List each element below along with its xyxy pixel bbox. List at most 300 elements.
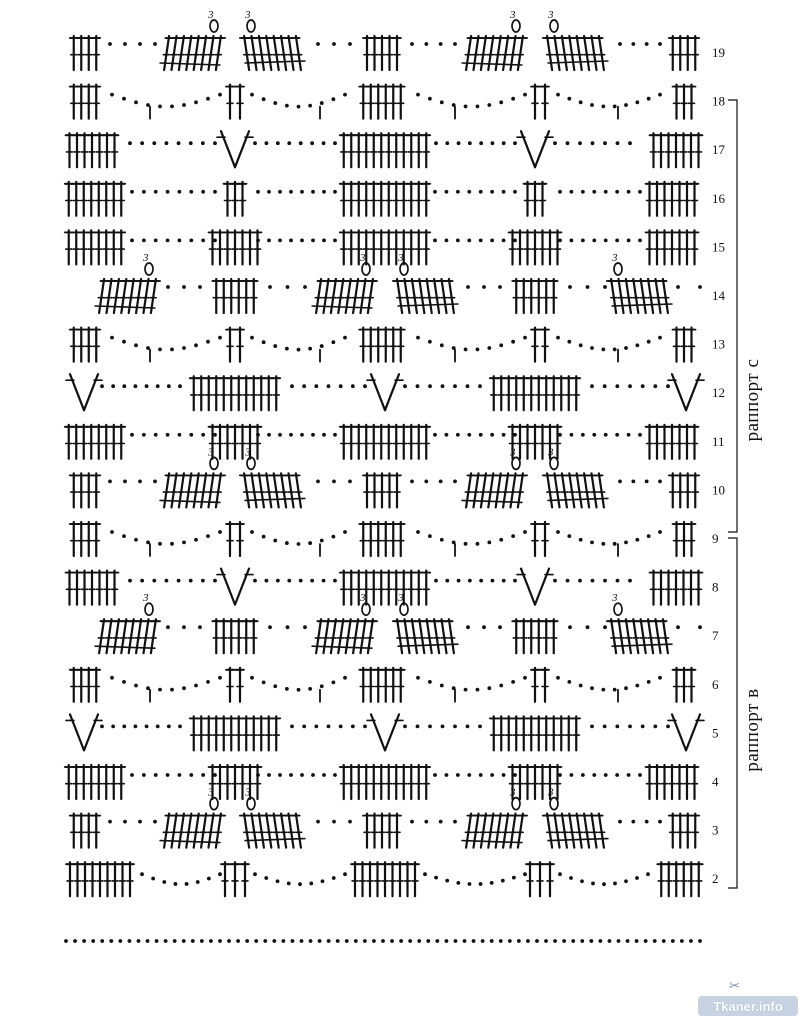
- chain-stitch: [198, 625, 202, 629]
- chain-stitch: [523, 93, 527, 97]
- double-crochet: [331, 619, 336, 653]
- chain-stitch: [122, 384, 126, 388]
- chain-stitch: [267, 773, 271, 777]
- chain-stitch: [490, 190, 494, 194]
- chain-stitch: [343, 336, 347, 340]
- chain-stitch: [146, 939, 150, 943]
- chain-stitch: [566, 141, 570, 145]
- chain-stitch: [479, 579, 483, 583]
- chain-stitch: [194, 343, 198, 347]
- chain-stitch: [635, 538, 639, 542]
- chain-stitch: [134, 725, 138, 729]
- chain-stitch: [267, 190, 271, 194]
- chain-stitch: [586, 285, 590, 289]
- chain-stitch: [142, 433, 146, 437]
- chain-stitch: [153, 480, 157, 484]
- turning-chain-count: 3: [398, 252, 404, 264]
- chain-stitch: [300, 190, 304, 194]
- chain-stitch: [653, 384, 657, 388]
- chain-stitch: [227, 939, 231, 943]
- chain-stitch: [262, 535, 266, 539]
- double-crochet: [252, 473, 257, 507]
- chain-stitch: [218, 530, 222, 534]
- chain-stitch: [256, 239, 260, 243]
- chain-stitch: [487, 540, 491, 544]
- row-number: 11: [712, 433, 725, 449]
- chain-stitch: [218, 872, 222, 876]
- turning-chain-count: 3: [143, 592, 149, 605]
- chain-stitch: [300, 433, 304, 437]
- chain-stitch: [641, 725, 645, 729]
- chain-stitch: [618, 480, 622, 484]
- chain-stitch: [603, 285, 607, 289]
- chain-stitch: [408, 939, 412, 943]
- chain-stitch: [513, 773, 517, 777]
- chain-stitch: [624, 346, 628, 350]
- chain-stitch: [513, 239, 517, 243]
- chain-stitch: [372, 939, 376, 943]
- chain-stitch: [602, 882, 606, 886]
- turning-chain-count: 3: [208, 9, 214, 21]
- row-number: 13: [712, 336, 725, 352]
- chain-stitch: [590, 540, 594, 544]
- chain-stitch: [281, 939, 285, 943]
- double-crochet: [434, 279, 439, 313]
- chain-stitch: [151, 877, 155, 881]
- chain-stitch: [250, 530, 254, 534]
- turning-chain-count: 3: [245, 9, 251, 21]
- chain-stitch: [213, 433, 217, 437]
- chain-stitch: [638, 433, 642, 437]
- double-crochet: [99, 279, 104, 313]
- chain-stitch: [206, 534, 210, 538]
- chain-stitch: [646, 872, 650, 876]
- chain-stitch: [428, 725, 432, 729]
- chain-stitch: [177, 141, 181, 145]
- chain-stitch: [128, 579, 132, 583]
- chain-stitch: [424, 820, 428, 824]
- chain-stitch: [308, 104, 312, 108]
- chain-stitch: [631, 480, 635, 484]
- chain-stitch: [134, 684, 138, 688]
- chain-stitch: [303, 625, 307, 629]
- chain-stitch: [641, 384, 645, 388]
- chain-stitch: [445, 239, 449, 243]
- chain-stitch: [645, 820, 649, 824]
- double-crochet: [592, 814, 597, 848]
- chain-stitch: [464, 348, 468, 352]
- chain-stitch: [320, 684, 324, 688]
- double-crochet: [179, 36, 184, 70]
- chain-stitch: [428, 97, 432, 101]
- chain-stitch: [206, 97, 210, 101]
- chain-stitch: [351, 384, 355, 388]
- chain-stitch: [645, 480, 649, 484]
- turning-chain-count: 3: [208, 446, 214, 459]
- chain-stitch: [617, 939, 621, 943]
- chain-stitch: [467, 190, 471, 194]
- chain-stitch: [207, 877, 211, 881]
- double-crochet: [648, 619, 653, 653]
- chain-stitch: [627, 433, 631, 437]
- chain-stitch: [218, 336, 222, 340]
- row-number: 19: [712, 45, 725, 60]
- shell-base: [245, 61, 305, 63]
- chain-stitch: [434, 876, 438, 880]
- chain-stitch: [487, 346, 491, 350]
- chain-stitch: [82, 939, 86, 943]
- chain-stitch: [615, 239, 619, 243]
- chain-stitch: [273, 344, 277, 348]
- chain-stitch: [658, 336, 662, 340]
- double-crochet: [611, 279, 616, 313]
- double-crochet: [324, 279, 329, 313]
- chain-stitch: [287, 141, 291, 145]
- double-crochet: [474, 473, 479, 507]
- chain-stitch: [416, 725, 420, 729]
- chain-stitch: [287, 579, 291, 583]
- chain-stitch: [322, 141, 326, 145]
- chain-stitch: [111, 384, 115, 388]
- double-crochet: [244, 814, 249, 848]
- chain-stitch: [456, 190, 460, 194]
- turning-chain-count: 3: [398, 592, 404, 605]
- chain-stitch: [166, 239, 170, 243]
- chain-stitch: [333, 773, 337, 777]
- turning-chain-count: 3: [548, 786, 554, 799]
- chain-stitch: [502, 579, 506, 583]
- chain-stitch: [478, 725, 482, 729]
- chain-stitch: [91, 939, 95, 943]
- double-crochet: [266, 36, 271, 70]
- chain-stitch: [410, 820, 414, 824]
- double-crochet: [99, 619, 104, 653]
- repeat-c-bracket: [728, 100, 737, 532]
- chain-stitch: [579, 100, 583, 104]
- double-crochet: [562, 36, 567, 70]
- chain-stitch: [194, 100, 198, 104]
- chain-stitch: [616, 579, 620, 583]
- chain-stitch: [263, 939, 267, 943]
- chain-stitch: [333, 433, 337, 437]
- chain-stitch: [178, 433, 182, 437]
- chain-stitch: [290, 725, 294, 729]
- shell-base: [398, 644, 458, 646]
- chain-stitch: [603, 725, 607, 729]
- chain-stitch: [287, 882, 291, 886]
- chain-stitch: [613, 542, 617, 546]
- chain-stitch: [343, 530, 347, 534]
- chain-stitch: [658, 480, 662, 484]
- chain-stitch: [122, 340, 126, 344]
- chain-stitch: [416, 336, 420, 340]
- double-crochet: [405, 619, 410, 653]
- chain-stitch: [581, 190, 585, 194]
- site-watermark[interactable]: Tkaner.info: [698, 996, 798, 1016]
- double-crochet: [164, 36, 169, 70]
- chain-stitch: [502, 141, 506, 145]
- chain-stitch: [457, 141, 461, 145]
- chain-stitch: [273, 539, 277, 543]
- chain-stitch: [152, 579, 156, 583]
- chain-stitch: [428, 384, 432, 388]
- chain-stitch: [196, 880, 200, 884]
- chain-stitch: [331, 340, 335, 344]
- chain-stitch: [201, 579, 205, 583]
- chain-stitch: [142, 190, 146, 194]
- chain-stitch: [556, 676, 560, 680]
- chain-stitch: [332, 42, 336, 46]
- chain-stitch: [466, 725, 470, 729]
- shell-base: [398, 304, 458, 306]
- chain-stitch: [615, 773, 619, 777]
- chain-stitch: [601, 542, 605, 546]
- chain-stitch: [191, 939, 195, 943]
- chain-stitch: [289, 190, 293, 194]
- chain-stitch: [553, 939, 557, 943]
- turning-chain-count: 3: [612, 592, 618, 605]
- chain-stitch: [445, 773, 449, 777]
- chain-stitch: [479, 190, 483, 194]
- chain-stitch: [615, 190, 619, 194]
- double-crochet: [296, 36, 301, 70]
- chain-stitch: [604, 433, 608, 437]
- chain-stitch: [289, 433, 293, 437]
- chain-stitch: [345, 939, 349, 943]
- chain-stitch: [122, 725, 126, 729]
- chain-stitch: [178, 773, 182, 777]
- chain-stitch: [441, 725, 445, 729]
- picot-loop: [614, 603, 622, 615]
- double-crochet: [289, 473, 294, 507]
- row-number: 8: [712, 579, 719, 595]
- chain-stitch: [671, 939, 675, 943]
- double-crochet: [266, 814, 271, 848]
- chain-stitch: [100, 725, 104, 729]
- chain-stitch: [590, 725, 594, 729]
- chain-stitch: [332, 876, 336, 880]
- chain-stitch: [464, 105, 468, 109]
- chain-stitch: [314, 384, 318, 388]
- chain-stitch: [498, 625, 502, 629]
- chain-stitch: [253, 579, 257, 583]
- double-crochet: [599, 473, 604, 507]
- double-crochet: [281, 814, 286, 848]
- chain-stitch: [434, 141, 438, 145]
- chain-stitch: [479, 433, 483, 437]
- chain-stitch: [601, 348, 605, 352]
- chain-stitch: [445, 879, 449, 883]
- turning-chain-count: 3: [612, 252, 618, 264]
- chain-stitch: [278, 190, 282, 194]
- chain-stitch: [578, 141, 582, 145]
- picot-loop: [210, 798, 218, 810]
- turning-chain-count: 3: [510, 786, 516, 799]
- double-crochet: [449, 619, 454, 653]
- chain-stitch: [647, 340, 651, 344]
- chain-stitch: [127, 939, 131, 943]
- chain-stitch: [333, 579, 337, 583]
- chain-stitch: [316, 820, 320, 824]
- chain-stitch: [535, 939, 539, 943]
- chain-stitch: [200, 939, 204, 943]
- chain-stitch: [513, 190, 517, 194]
- double-crochet: [296, 473, 301, 507]
- chain-stitch: [140, 872, 144, 876]
- chain-stitch: [513, 433, 517, 437]
- double-crochet: [584, 473, 589, 507]
- chain-stitch: [628, 141, 632, 145]
- double-crochet: [466, 814, 471, 848]
- double-crochet: [641, 619, 646, 653]
- chain-stitch: [156, 384, 160, 388]
- chain-stitch: [613, 105, 617, 109]
- double-crochet: [474, 36, 479, 70]
- chain-stitch: [513, 579, 517, 583]
- chain-stitch: [570, 239, 574, 243]
- chain-stitch: [523, 336, 527, 340]
- chain-stitch: [698, 625, 702, 629]
- chain-stitch: [502, 433, 506, 437]
- chain-stitch: [589, 939, 593, 943]
- turning-chain-count: 3: [360, 592, 366, 605]
- chain-stitch: [164, 939, 168, 943]
- row-number: 18: [712, 93, 725, 109]
- repeat-b-bracket: [728, 538, 737, 888]
- chain-stitch: [336, 939, 340, 943]
- chain-stitch: [206, 340, 210, 344]
- chain-stitch: [479, 773, 483, 777]
- double-crochet: [633, 279, 638, 313]
- chain-stitch: [416, 530, 420, 534]
- shell-base: [312, 306, 372, 308]
- chain-stitch: [624, 540, 628, 544]
- chain-stitch: [502, 190, 506, 194]
- double-crochet: [584, 814, 589, 848]
- chain-stitch: [213, 239, 217, 243]
- row-number: 7: [712, 628, 719, 644]
- chain-stitch: [182, 346, 186, 350]
- chain-stitch: [331, 535, 335, 539]
- chain-stitch: [579, 684, 583, 688]
- double-crochet: [316, 279, 321, 313]
- chain-stitch: [591, 882, 595, 886]
- chain-stitch: [194, 684, 198, 688]
- double-crochet: [562, 473, 567, 507]
- chain-stitch: [476, 542, 480, 546]
- picot-loop: [145, 263, 153, 275]
- double-crochet: [569, 814, 574, 848]
- double-crochet: [186, 473, 191, 507]
- chain-stitch: [311, 239, 315, 243]
- chain-stitch: [508, 939, 512, 943]
- chain-stitch: [111, 725, 115, 729]
- chain-stitch: [570, 190, 574, 194]
- chain-stitch: [403, 725, 407, 729]
- chain-stitch: [332, 480, 336, 484]
- chain-stitch: [591, 579, 595, 583]
- chain-stitch: [213, 579, 217, 583]
- double-crochet: [626, 279, 631, 313]
- chain-stitch: [481, 939, 485, 943]
- chain-stitch: [162, 880, 166, 884]
- chain-stitch: [590, 384, 594, 388]
- chain-stitch: [499, 538, 503, 542]
- chain-stitch: [457, 579, 461, 583]
- chain-stitch: [194, 538, 198, 542]
- chain-stitch: [568, 285, 572, 289]
- double-crochet: [316, 619, 321, 653]
- chain-stitch: [138, 42, 142, 46]
- chain-stitch: [291, 939, 295, 943]
- scissors-icon: ✂: [729, 979, 740, 994]
- double-crochet: [569, 473, 574, 507]
- chain-stitch: [256, 190, 260, 194]
- chain-stitch: [439, 820, 443, 824]
- chain-stitch: [479, 882, 483, 886]
- chain-stitch: [122, 97, 126, 101]
- chain-stitch: [130, 239, 134, 243]
- double-crochet: [274, 814, 279, 848]
- chain-stitch: [333, 239, 337, 243]
- chain-stitch: [556, 336, 560, 340]
- chain-stitch: [613, 882, 617, 886]
- repeat-b-label: раппорт в: [742, 688, 763, 772]
- shell-base: [95, 646, 155, 648]
- chain-stitch: [339, 384, 343, 388]
- double-crochet: [266, 473, 271, 507]
- chain-stitch: [627, 239, 631, 243]
- chain-stitch: [278, 433, 282, 437]
- chain-stitch: [424, 42, 428, 46]
- chain-stitch: [177, 579, 181, 583]
- chain-stitch: [110, 336, 114, 340]
- chain-stitch: [456, 773, 460, 777]
- chain-stitch: [182, 686, 186, 690]
- chain-stitch: [635, 876, 639, 880]
- double-crochet: [252, 36, 257, 70]
- chain-stitch: [322, 239, 326, 243]
- chain-stitch: [110, 93, 114, 97]
- chain-stitch: [666, 725, 670, 729]
- chain-stitch: [482, 285, 486, 289]
- chain-stitch: [592, 190, 596, 194]
- chain-stitch: [253, 141, 257, 145]
- chain-stitch: [302, 384, 306, 388]
- chain-stitch: [591, 141, 595, 145]
- chain-stitch: [348, 820, 352, 824]
- double-crochet: [296, 814, 301, 848]
- picot-loop: [512, 457, 520, 469]
- chain-stitch: [262, 680, 266, 684]
- chain-stitch: [512, 876, 516, 880]
- double-crochet: [114, 279, 119, 313]
- double-crochet: [599, 814, 604, 848]
- chain-stitch: [579, 538, 583, 542]
- chain-stitch: [627, 773, 631, 777]
- chain-stitch: [310, 579, 314, 583]
- chain-stitch: [297, 688, 301, 692]
- double-crochet: [274, 36, 279, 70]
- chain-stitch: [332, 820, 336, 824]
- chain-stitch: [426, 939, 430, 943]
- chain-stitch: [108, 820, 112, 824]
- turning-chain-count: 3: [360, 252, 366, 264]
- chain-stitch: [130, 773, 134, 777]
- chain-stitch: [511, 680, 515, 684]
- shell-base: [612, 304, 672, 306]
- chain-stitch: [403, 384, 407, 388]
